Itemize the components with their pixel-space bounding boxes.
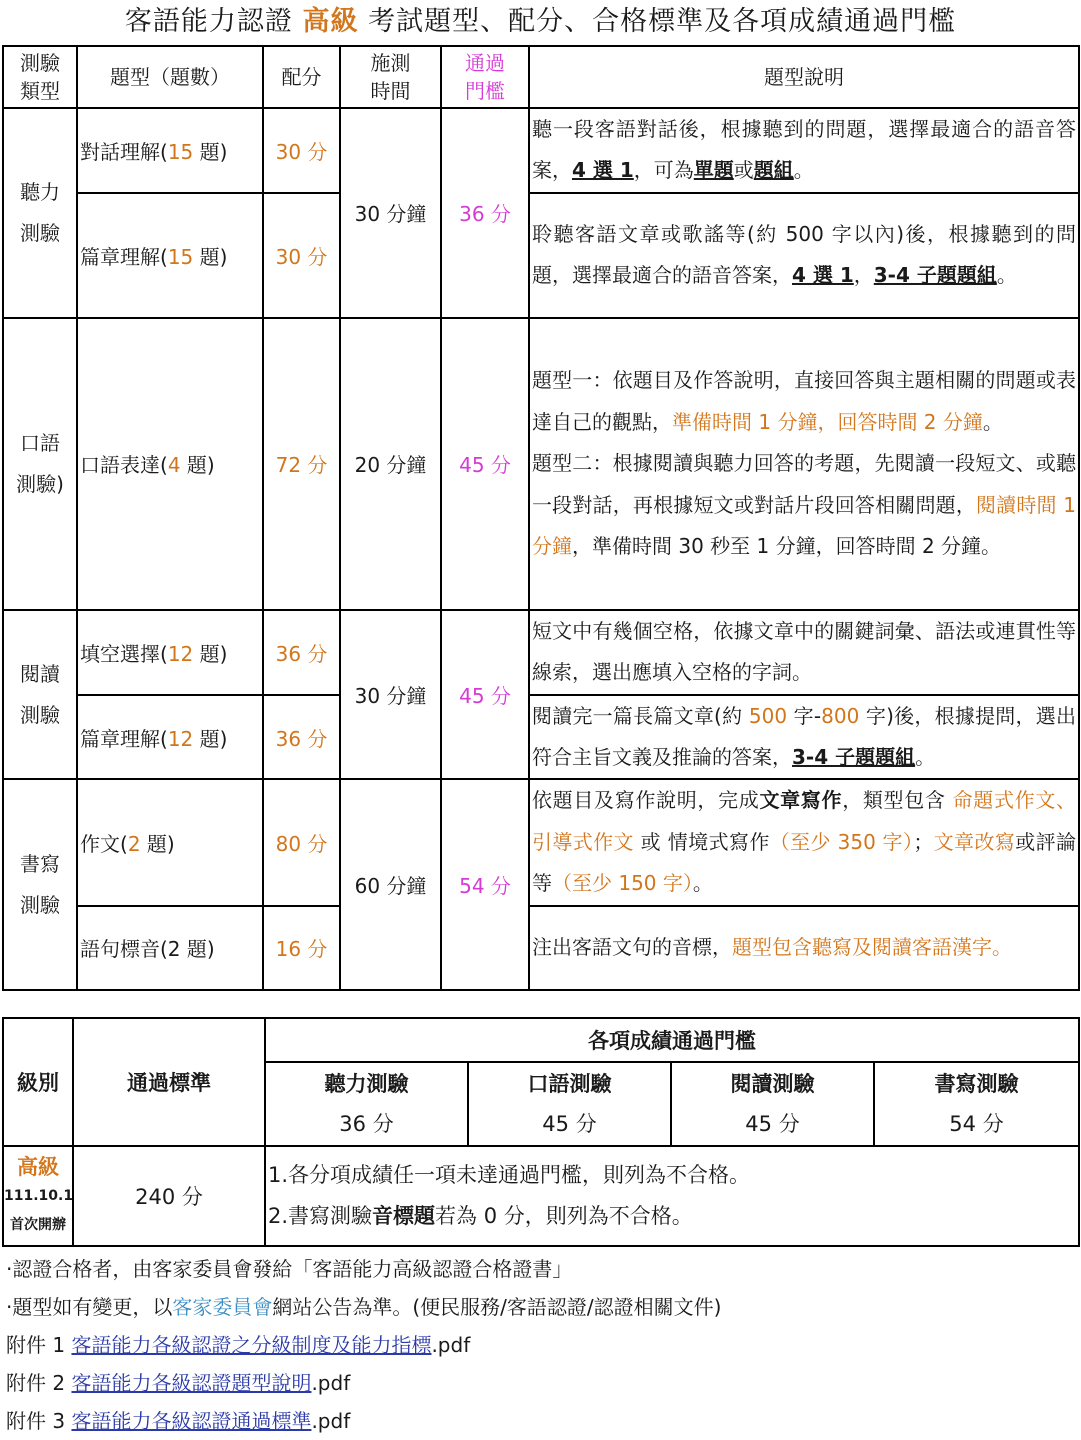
pass-standard-table <box>2 1017 1080 1247</box>
pass-threshold: 54 分 <box>441 779 529 989</box>
level-cell: 高級 111.10.1 首次開辦 <box>3 1146 73 1246</box>
item-name: 對話理解(15 題) <box>77 108 263 193</box>
item-description: 題型一：依題目及作答說明，直接回答與主題相關的問題或表達自己的觀點，準備時間 1 分鐘，回答時間 2 分鐘。 題型二：根據閱讀與聽力回答的考題，先閱讀一段短文、或聽一段對話，再根據短文或對話片段回答相關問題，閱讀時間 1 分鐘，準備時間 30 秒至 1 分鐘，回答時間 2 分鐘。 <box>529 318 1079 610</box>
category-reading: 閱讀 測驗 <box>3 610 77 780</box>
table-row <box>3 193 1079 318</box>
note-certificate: ‧認證合格者，由客家委員會發給「客語能力高級認證合格證書」 <box>6 1257 573 1281</box>
item-score: 72 分 <box>263 318 340 610</box>
category-speaking: 口語 測驗) <box>3 318 77 610</box>
header-description: 題型說明 <box>529 46 1079 108</box>
item-description: 短文中有幾個空格，依據文章中的關鍵詞彙、語法或連貫性等線索，選出應填入空格的字詞。 <box>529 610 1079 695</box>
notes-section <box>6 1250 721 1440</box>
table-row <box>3 906 1079 990</box>
item-score: 80 分 <box>263 779 340 905</box>
item-score: 16 分 <box>263 906 340 990</box>
total-standard: 240 分 <box>73 1146 265 1246</box>
item-description: 聽一段客語對話後，根據聽到的問題，選擇最適合的語音答案，4 選 1，可為單題或題組。 <box>529 108 1079 193</box>
attachment-2-link[interactable]: 客語能力各級認證題型說明 <box>71 1371 312 1395</box>
item-name: 口語表達(4 題) <box>77 318 263 610</box>
item-description: 注出客語文句的音標，題型包含聽寫及閱讀客語漢字。 <box>529 906 1079 990</box>
table-row <box>3 318 1079 610</box>
note-changes: ‧題型如有變更，以客家委員會網站公告為準。(便民服務/客語認證/認證相關文件) <box>6 1295 722 1319</box>
attachment-1: 附件 1 客語能力各級認證之分級制度及能力指標.pdf <box>6 1333 471 1357</box>
item-score: 30 分 <box>263 108 340 193</box>
item-name: 填空選擇(12 題) <box>77 610 263 695</box>
attachment-2: 附件 2 客語能力各級認證題型說明.pdf <box>6 1371 351 1395</box>
title-suffix: 考試題型、配分、合格標準及各項成績通過門檻 <box>368 6 957 37</box>
item-name: 篇章理解(12 題) <box>77 695 263 780</box>
pass-threshold: 45 分 <box>441 318 529 610</box>
header-test-type: 測驗 類型 <box>3 46 77 108</box>
category-writing: 書寫 測驗 <box>3 779 77 989</box>
fail-rules: 1.各分項成績任一項未達通過門檻，則列為不合格。 2.書寫測驗音標題若為 0 分，則列為不合格。 <box>265 1146 1079 1246</box>
table-row <box>3 108 1079 193</box>
title-level: 高級 <box>302 6 359 37</box>
item-name: 篇章理解(15 題) <box>77 193 263 318</box>
item-score: 36 分 <box>263 610 340 695</box>
standard-header: 通過標準 <box>73 1018 265 1146</box>
table-row <box>3 1018 1079 1062</box>
test-time: 30 分鐘 <box>340 108 441 318</box>
category-listening: 聽力 測驗 <box>3 108 77 318</box>
item-description: 依題目及寫作說明，完成文章寫作，類型包含 命題式作文、引導式作文 或 情境式寫作（至少 350 字）；文章改寫或評論等（至少 150 字）。 <box>529 779 1079 905</box>
header-pass: 通過 門檻 <box>441 46 529 108</box>
exam-structure-table <box>2 45 1080 991</box>
attachment-1-link[interactable]: 客語能力各級認證之分級制度及能力指標 <box>71 1333 432 1357</box>
header-items: 題型（題數） <box>77 46 263 108</box>
subject-threshold: 口語測驗 45 分 <box>468 1062 671 1146</box>
subject-threshold: 聽力測驗 36 分 <box>265 1062 468 1146</box>
page-title <box>0 0 1081 44</box>
pass-threshold: 36 分 <box>441 108 529 318</box>
table-row <box>3 779 1079 905</box>
test-time: 20 分鐘 <box>340 318 441 610</box>
thresholds-header: 各項成績通過門檻 <box>265 1018 1079 1062</box>
subject-threshold: 書寫測驗 54 分 <box>874 1062 1079 1146</box>
item-name: 語句標音(2 題) <box>77 906 263 990</box>
subject-threshold: 閱讀測驗 45 分 <box>671 1062 874 1146</box>
item-description: 聆聽客語文章或歌謠等(約 500 字以內)後，根據聽到的問題，選擇最適合的語音答案，4 選 1，3-4 子題題組。 <box>529 193 1079 318</box>
hakka-council-link[interactable]: 客家委員會 <box>172 1295 273 1319</box>
level-header: 級別 <box>3 1018 73 1146</box>
item-score: 36 分 <box>263 695 340 780</box>
test-time: 60 分鐘 <box>340 779 441 989</box>
header-time: 施測 時間 <box>340 46 441 108</box>
table-row <box>3 695 1079 780</box>
item-score: 30 分 <box>263 193 340 318</box>
attachment-3: 附件 3 客語能力各級認證通過標準.pdf <box>6 1409 351 1433</box>
table-row <box>3 1146 1079 1246</box>
attachment-3-link[interactable]: 客語能力各級認證通過標準 <box>71 1409 312 1433</box>
table-row <box>3 610 1079 695</box>
table-header-row <box>3 46 1079 108</box>
item-description: 閱讀完一篇長篇文章(約 500 字-800 字)後，根據提問，選出符合主旨文義及推論的答案，3-4 子題題組。 <box>529 695 1079 780</box>
item-name: 作文(2 題) <box>77 779 263 905</box>
test-time: 30 分鐘 <box>340 610 441 780</box>
title-prefix: 客語能力認證 <box>124 6 293 37</box>
header-score: 配分 <box>263 46 340 108</box>
pass-threshold: 45 分 <box>441 610 529 780</box>
